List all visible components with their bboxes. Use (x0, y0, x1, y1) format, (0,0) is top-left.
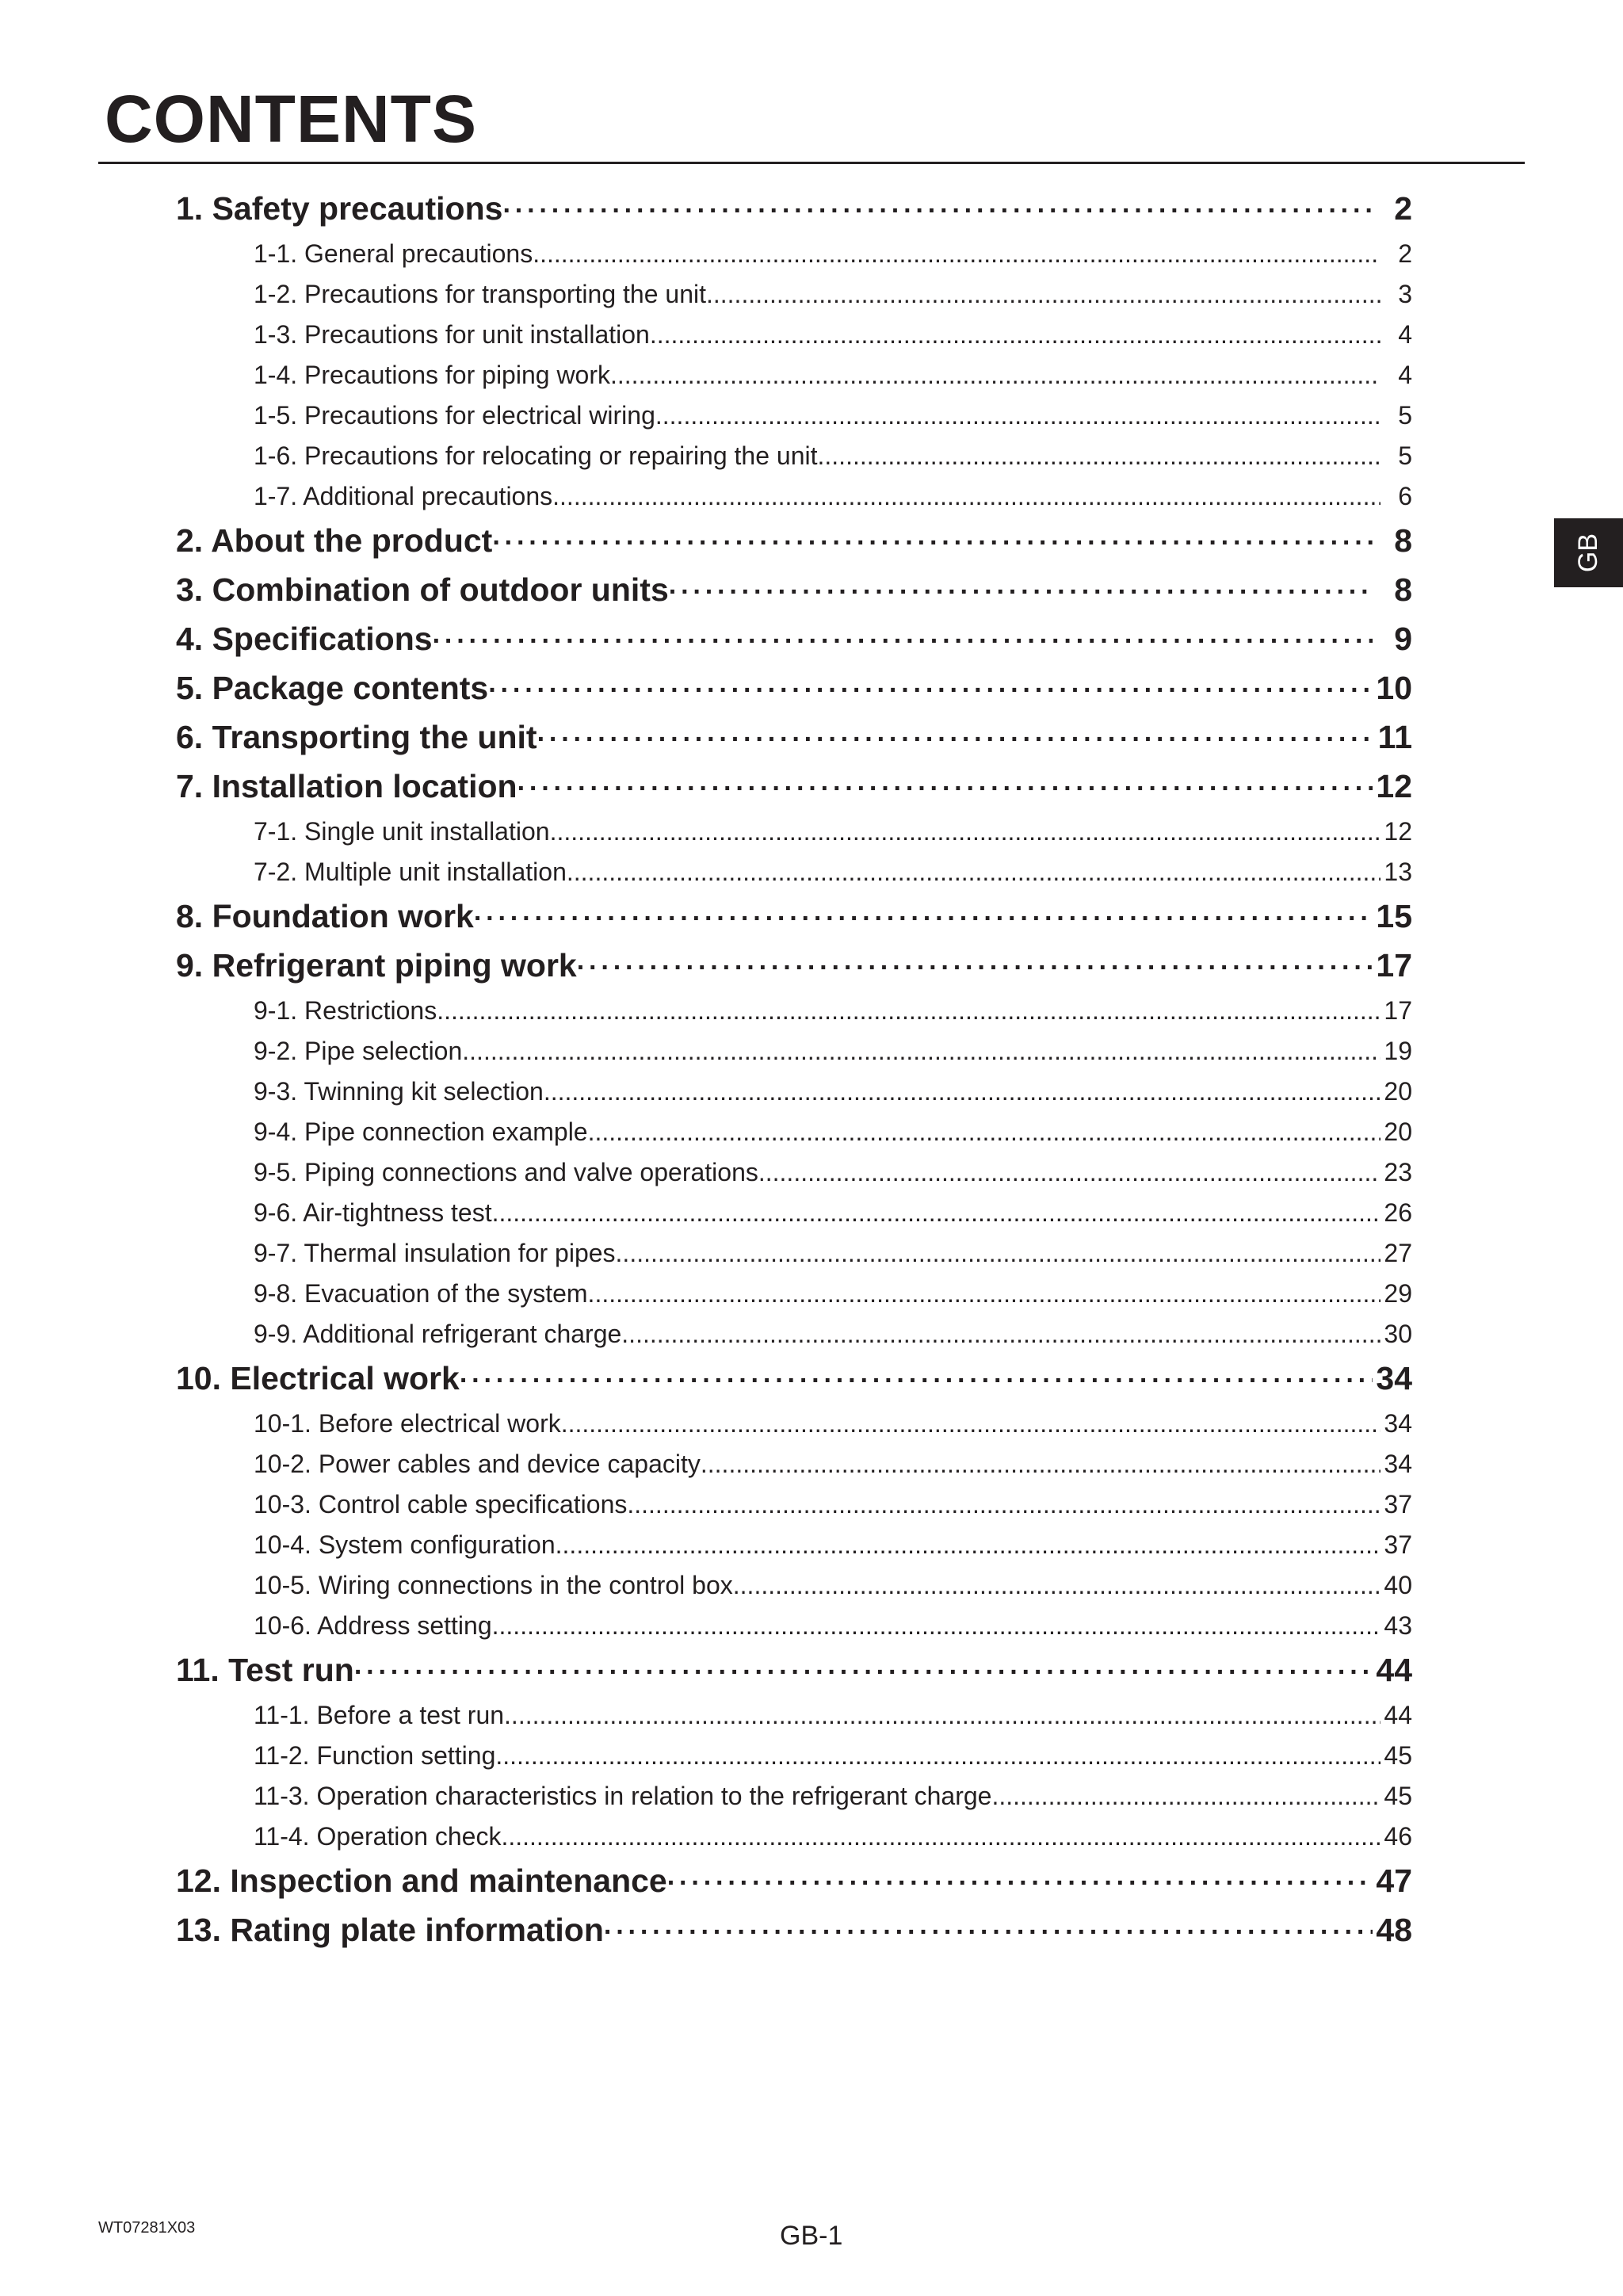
toc-subsection-entry (254, 239, 1412, 269)
toc-entry-page: 47 (1376, 1862, 1412, 1899)
toc-entry-page: 15 (1376, 898, 1412, 934)
language-tab-label: GB (1573, 533, 1603, 573)
toc-section-entry (176, 1652, 1412, 1689)
toc-subsection-entry (254, 1117, 1412, 1147)
toc-entry-page: 43 (1384, 1611, 1412, 1640)
toc-entry-page: 17 (1376, 947, 1412, 984)
toc-leader-dots (550, 817, 1381, 846)
toc-subsection-entry (254, 1611, 1412, 1641)
toc-leader-dots (588, 1117, 1381, 1147)
toc-entry-page: 34 (1384, 1450, 1412, 1478)
toc-section-entry (176, 1360, 1412, 1397)
toc-subsection-entry (254, 1701, 1412, 1730)
toc-entry-title: 10-4. System configuration (254, 1530, 556, 1559)
toc-section-entry (176, 190, 1412, 227)
toc-subsection-entry (254, 1450, 1412, 1479)
toc-entry-page: 5 (1398, 441, 1412, 470)
toc-entry-title: 10-5. Wiring connections in the control box (254, 1571, 733, 1599)
toc-subsection-entry (254, 1490, 1412, 1519)
toc-entry-title: 3. Combination of outdoor units (176, 571, 669, 608)
toc-leader-dots (621, 1320, 1381, 1349)
toc-leader-dots (544, 1077, 1381, 1106)
language-tab (1554, 518, 1623, 587)
toc-leader-dots (492, 1198, 1381, 1228)
toc-entry-title: 6. Transporting the unit (176, 719, 537, 755)
toc-entry-title: 1-7. Additional precautions (254, 482, 553, 510)
toc-entry-page: 6 (1398, 482, 1412, 510)
toc-entry-page: 34 (1384, 1409, 1412, 1438)
toc-section-entry (176, 621, 1412, 658)
toc-section-entry (176, 1912, 1412, 1949)
toc-entry-title: 9-1. Restrictions (254, 996, 437, 1025)
toc-subsection-entry (254, 280, 1412, 309)
toc-subsection-entry (254, 1530, 1412, 1560)
toc-entry-title: 4. Specifications (176, 621, 433, 657)
toc-entry-title: 12. Inspection and maintenance (176, 1862, 667, 1899)
toc-subsection-entry (254, 1571, 1412, 1600)
toc-entry-page: 40 (1384, 1571, 1412, 1599)
toc-leader-dots (588, 1279, 1381, 1308)
toc-leader-dots (577, 953, 1373, 984)
toc-entry-page: 9 (1394, 621, 1412, 657)
toc-leader-dots (533, 239, 1381, 269)
toc-leader-dots (502, 196, 1373, 227)
toc-leader-dots (517, 774, 1373, 804)
toc-entry-page: 4 (1398, 320, 1412, 349)
toc-entry-page: 45 (1384, 1782, 1412, 1810)
toc-entry-page: 37 (1384, 1490, 1412, 1519)
toc-entry-page: 13 (1384, 858, 1412, 886)
title-divider (98, 162, 1525, 164)
toc-leader-dots (552, 482, 1381, 511)
toc-leader-dots (501, 1822, 1381, 1851)
toc-entry-page: 4 (1398, 361, 1412, 389)
toc-subsection-entry (254, 1077, 1412, 1106)
toc-entry-page: 11 (1377, 719, 1412, 755)
toc-entry-title: 7-1. Single unit installation (254, 817, 550, 846)
toc-leader-dots (758, 1158, 1381, 1187)
toc-leader-dots (495, 1741, 1381, 1771)
toc-entry-title: 9-3. Twinning kit selection (254, 1077, 544, 1106)
toc-subsection-entry (254, 1741, 1412, 1771)
toc-entry-title: 9-5. Piping connections and valve operations (254, 1158, 758, 1186)
toc-entry-title: 2. About the product (176, 522, 493, 559)
toc-leader-dots (537, 724, 1373, 755)
toc-entry-title: 1-3. Precautions for unit installation (254, 320, 650, 349)
toc-entry-title: 1-2. Precautions for transporting the unit (254, 280, 706, 308)
toc-entry-page: 46 (1384, 1822, 1412, 1851)
page-title: CONTENTS (105, 82, 477, 156)
toc-subsection-entry (254, 1279, 1412, 1308)
toc-entry-title: 1-6. Precautions for relocating or repairing the unit (254, 441, 818, 470)
toc-entry-title: 5. Package contents (176, 670, 489, 706)
toc-subsection-entry (254, 1239, 1412, 1268)
toc-leader-dots (650, 320, 1381, 350)
toc-subsection-entry (254, 1158, 1412, 1187)
toc-subsection-entry (254, 482, 1412, 511)
toc-entry-page: 23 (1384, 1158, 1412, 1186)
toc-section-entry (176, 571, 1412, 609)
toc-section-entry (176, 898, 1412, 935)
toc-entry-page: 12 (1376, 768, 1412, 804)
toc-entry-page: 20 (1384, 1077, 1412, 1106)
page-number: GB-1 (780, 2221, 843, 2251)
toc-entry-title: 9-4. Pipe connection example (254, 1117, 588, 1146)
toc-leader-dots (492, 1611, 1381, 1641)
toc-leader-dots (669, 577, 1373, 608)
toc-leader-dots (567, 858, 1381, 887)
toc-entry-page: 48 (1376, 1912, 1412, 1948)
toc-leader-dots (433, 626, 1373, 657)
toc-entry-page: 26 (1384, 1198, 1412, 1227)
toc-entry-title: 11-3. Operation characteristics in relation to the refrigerant charge (254, 1782, 992, 1810)
toc-leader-dots (604, 1917, 1373, 1948)
toc-leader-dots (474, 904, 1373, 934)
toc-entry-title: 1-4. Precautions for piping work (254, 361, 610, 389)
toc-entry-title: 9-9. Additional refrigerant charge (254, 1320, 622, 1348)
toc-entry-title: 9-8. Evacuation of the system (254, 1279, 588, 1308)
toc-entry-title: 11-4. Operation check (254, 1822, 502, 1851)
toc-entry-page: 17 (1384, 996, 1412, 1025)
toc-entry-page: 44 (1384, 1701, 1412, 1729)
toc-subsection-entry (254, 1409, 1412, 1438)
toc-entry-title: 1. Safety precautions (176, 190, 503, 227)
toc-leader-dots (706, 280, 1381, 309)
toc-leader-dots (701, 1450, 1381, 1479)
toc-section-entry (176, 719, 1412, 756)
toc-leader-dots (991, 1782, 1381, 1811)
toc-entry-page: 12 (1384, 817, 1412, 846)
toc-entry-title: 8. Foundation work (176, 898, 474, 934)
toc-subsection-entry (254, 1782, 1412, 1811)
toc-entry-title: 7. Installation location (176, 768, 517, 804)
toc-subsection-entry (254, 858, 1412, 887)
toc-leader-dots (733, 1571, 1381, 1600)
toc-leader-dots (437, 996, 1381, 1026)
toc-entry-page: 10 (1376, 670, 1412, 706)
toc-subsection-entry (254, 1320, 1412, 1349)
document-code: WT07281X03 (98, 2219, 196, 2237)
toc-entry-page: 2 (1398, 239, 1412, 268)
toc-entry-page: 3 (1398, 280, 1412, 308)
toc-subsection-entry (254, 1037, 1412, 1066)
toc-entry-page: 8 (1394, 571, 1412, 608)
toc-entry-title: 11-2. Function setting (254, 1741, 496, 1770)
toc-entry-title: 10-3. Control cable specifications (254, 1490, 628, 1519)
toc-entry-title: 1-5. Precautions for electrical wiring (254, 401, 655, 430)
toc-leader-dots (492, 528, 1373, 559)
toc-leader-dots (488, 675, 1373, 706)
toc-subsection-entry (254, 996, 1412, 1026)
toc-subsection-entry (254, 817, 1412, 846)
toc-leader-dots (616, 1239, 1381, 1268)
toc-entry-title: 10. Electrical work (176, 1360, 460, 1396)
toc-entry-page: 19 (1384, 1037, 1412, 1065)
toc-entry-page: 30 (1384, 1320, 1412, 1348)
toc-entry-page: 45 (1384, 1741, 1412, 1770)
toc-entry-title: 13. Rating plate information (176, 1912, 604, 1948)
toc-entry-title: 9-2. Pipe selection (254, 1037, 463, 1065)
toc-entry-page: 34 (1376, 1360, 1412, 1396)
toc-leader-dots (504, 1701, 1381, 1730)
toc-leader-dots (354, 1657, 1373, 1688)
toc-entry-title: 1-1. General precautions (254, 239, 533, 268)
toc-entry-page: 37 (1384, 1530, 1412, 1559)
toc-leader-dots (667, 1868, 1373, 1899)
toc-subsection-entry (254, 320, 1412, 350)
toc-entry-title: 9-7. Thermal insulation for pipes (254, 1239, 616, 1267)
toc-subsection-entry (254, 1198, 1412, 1228)
toc-section-entry (176, 670, 1412, 707)
toc-section-entry (176, 947, 1412, 984)
toc-entry-title: 10-2. Power cables and device capacity (254, 1450, 701, 1478)
toc-subsection-entry (254, 401, 1412, 430)
toc-entry-page: 8 (1394, 522, 1412, 559)
toc-leader-dots (561, 1409, 1381, 1438)
toc-leader-dots (462, 1037, 1381, 1066)
toc-section-entry (176, 1862, 1412, 1900)
toc-entry-page: 20 (1384, 1117, 1412, 1146)
toc-entry-title: 10-1. Before electrical work (254, 1409, 561, 1438)
toc-entry-page: 2 (1394, 190, 1412, 227)
toc-subsection-entry (254, 441, 1412, 471)
toc-entry-page: 27 (1384, 1239, 1412, 1267)
toc-entry-page: 44 (1376, 1652, 1412, 1688)
toc-leader-dots (460, 1366, 1373, 1396)
toc-entry-page: 29 (1384, 1279, 1412, 1308)
toc-leader-dots (556, 1530, 1381, 1560)
toc-leader-dots (610, 361, 1381, 390)
toc-leader-dots (627, 1490, 1381, 1519)
toc-entry-title: 9-6. Air-tightness test (254, 1198, 492, 1227)
toc-entry-title: 10-6. Address setting (254, 1611, 492, 1640)
toc-entry-title: 7-2. Multiple unit installation (254, 858, 567, 886)
toc-entry-title: 11-1. Before a test run (254, 1701, 505, 1729)
toc-entry-title: 11. Test run (176, 1652, 354, 1688)
toc-subsection-entry (254, 1822, 1412, 1851)
toc-section-entry (176, 768, 1412, 805)
toc-subsection-entry (254, 361, 1412, 390)
toc-section-entry (176, 522, 1412, 560)
toc-leader-dots (818, 441, 1381, 471)
toc-entry-page: 5 (1398, 401, 1412, 430)
toc-entry-title: 9. Refrigerant piping work (176, 947, 577, 984)
toc-leader-dots (655, 401, 1381, 430)
